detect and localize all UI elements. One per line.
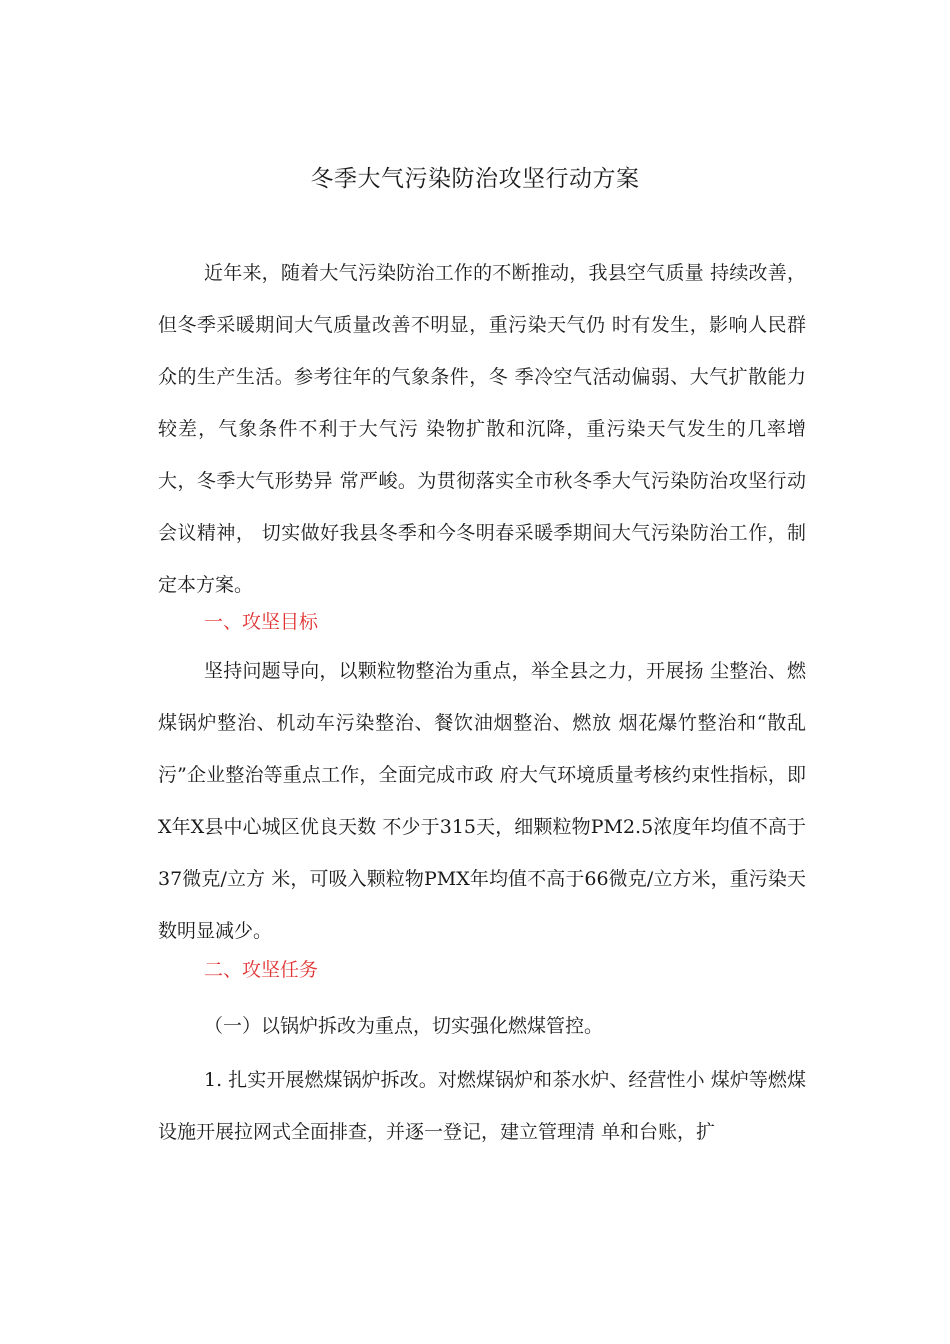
- section-heading-tasks: 二、攻坚任务: [204, 959, 319, 981]
- intro-paragraph: 近年来，随着大气污染防治工作的不断推动，我县空气质量 持续改善，但冬季采暖期间大气质量改善不明显，重污染天气仍 时有发生，影响人民群众的生产生活。参考往年的气象条件，冬 季冷空气活动偏弱、大气扩散能力较差，气象条件不利于大气污 染物扩散和沉降，重污染天气发生的几率增大，冬季大气形势异 常严峻。为贯彻落实全市秋冬季大气污染防治攻坚行动会议精神， 切实做好我县冬季和今冬明春采暖季期间大气污染防治工作，制 定本方案。: [158, 262, 806, 596]
- task-item-1: 1. 扎实开展燃煤锅炉拆改。对燃煤锅炉和茶水炉、经营性小 煤炉等燃煤设施开展拉网式全面排查，并逐一登记，建立管理清 单和台账，扩: [158, 1069, 806, 1143]
- goals-paragraph: 坚持问题导向，以颗粒物整治为重点，举全县之力，开展扬 尘整治、燃煤锅炉整治、机动车污染整治、餐饮油烟整治、燃放 烟花爆竹整治和“散乱污”企业整治等重点工作，全面完成市政 府大气环境质量考核约束性指标，即X年X县中心城区优良天数 不少于315天，细颗粒物PM2.5浓度年均值不高于37微克/立方 米，可吸入颗粒物PMX年均值不高于66微克/立方米，重污染天 数明显减少。: [158, 660, 806, 942]
- section-heading-goals: 一、攻坚目标: [204, 611, 319, 633]
- subsection-heading-boilers: （一）以锅炉拆改为重点，切实强化燃煤管控。: [204, 1015, 604, 1037]
- document-title: 冬季大气污染防治攻坚行动方案: [310, 166, 640, 192]
